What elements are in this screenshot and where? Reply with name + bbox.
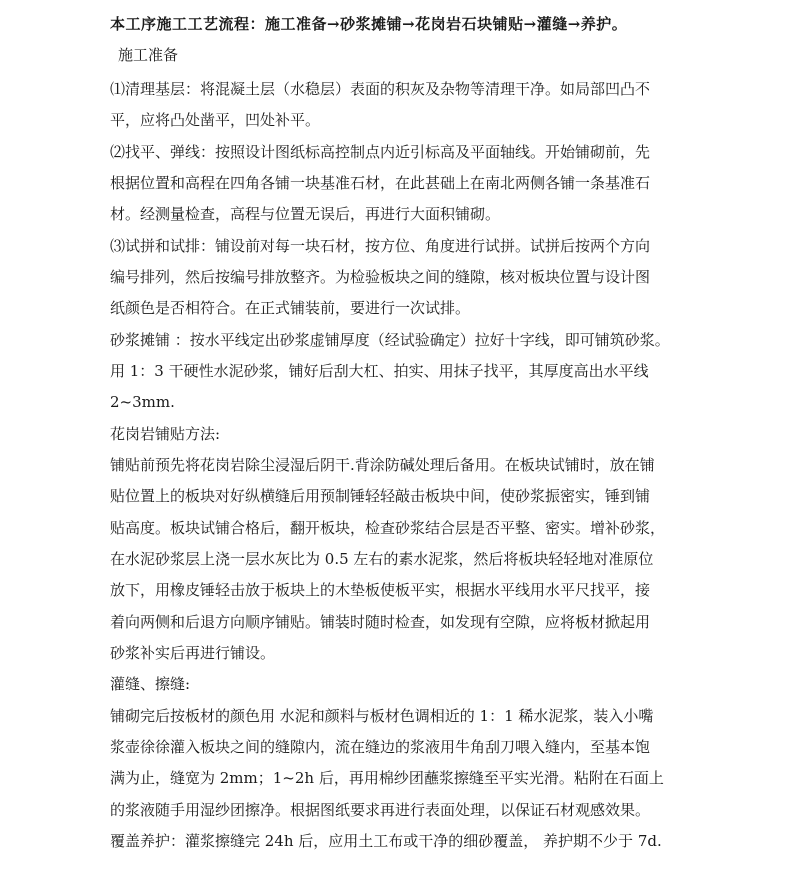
text-line: ⑴清理基层：将混凝土层（水稳层）表面的积灰及杂物等清理干净。如局部凹凸不	[110, 80, 651, 98]
process-flow-heading: 本工序施工工艺流程：施工准备→砂浆摊铺→花岗岩石块铺贴→灌缝→养护。	[110, 15, 628, 33]
text-line: 纸颜色是否相符合。在正式铺装前，要进行一次试排。	[110, 299, 471, 317]
text-line: 平，应将凸处凿平，凹处补平。	[110, 111, 321, 129]
text-line: 砂浆摊铺 ：按水平线定出砂浆虚铺厚度（经试验确定）拉好十字线，即可铺筑砂浆。	[110, 331, 670, 349]
text-line: 编号排列，然后按编号排放整齐。为检验板块之间的缝隙，核对板块位置与设计图	[110, 268, 651, 286]
text-line: 2~3mm.	[110, 393, 175, 411]
section-heading-grouting: 灌缝、擦缝:	[110, 675, 191, 693]
text-line: 材。经测量检查，高程与位置无误后，再进行大面积铺砌。	[110, 205, 501, 223]
text-line: 的浆液随手用湿纱团擦净。根据图纸要求再进行表面处理，以保证石材观感效果。	[110, 801, 651, 819]
text-line: 贴高度。板块试铺合格后，翻开板块，检查砂浆结合层是否平整、密实。增补砂浆，	[110, 519, 666, 537]
text-line: 砂浆补实后再进行铺设。	[110, 644, 276, 662]
section-heading-granite-laying: 花岗岩铺贴方法:	[110, 425, 221, 443]
text-line: 浆壶徐徐灌入板块之间的缝隙内，流在缝边的浆液用牛角刮刀喂入缝内，至基本饱	[110, 738, 651, 756]
text-line: ⑶试拼和试排：铺设前对每一块石材，按方位、角度进行试拼。试拼后按两个方向	[110, 237, 651, 255]
text-line: 放下，用橡皮锤轻击放于板块上的木垫板使板平实，根据水平线用水平尺找平，接	[110, 581, 651, 599]
text-line: 覆盖养护：灌浆擦缝完 24h 后，应用土工布或干净的细砂覆盖， 养护期不少于 7d.	[110, 832, 662, 850]
text-line: 满为止，缝宽为 2mm；1~2h 后，再用棉纱团蘸浆擦缝至平实光滑。粘附在石面上	[110, 769, 664, 787]
text-line: 着向两侧和后退方向顺序铺贴。铺装时随时检查，如发现有空隙，应将板材掀起用	[110, 613, 651, 631]
text-line: 铺贴前预先将花岗岩除尘浸湿后阴干.背涂防碱处理后备用。在板块试铺时，放在铺	[110, 456, 655, 474]
text-line: ⑵找平、弹线：按照设计图纸标高控制点内近引标高及平面轴线。开始铺砌前，先	[110, 143, 651, 161]
text-line: 在水泥砂浆层上浇一层水灰比为 0.5 左右的素水泥浆，然后将板块轻轻地对准原位	[110, 550, 654, 568]
text-line: 铺砌完后按板材的颜色用 水泥和颜料与板材色调相近的 1：1 稀水泥浆，装入小嘴	[110, 707, 654, 725]
section-heading-preparation: 施工准备	[118, 46, 179, 64]
text-line: 用 1：3 干硬性水泥砂浆，铺好后刮大杠、拍实、用抹子找平，其厚度高出水平线	[110, 362, 649, 380]
text-line: 贴位置上的板块对好纵横缝后用预制锤轻轻敲击板块中间，使砂浆振密实，锤到铺	[110, 487, 651, 505]
text-line: 根据位置和高程在四角各铺一块基准石材，在此甚础上在南北两侧各铺一条基准石	[110, 174, 651, 192]
